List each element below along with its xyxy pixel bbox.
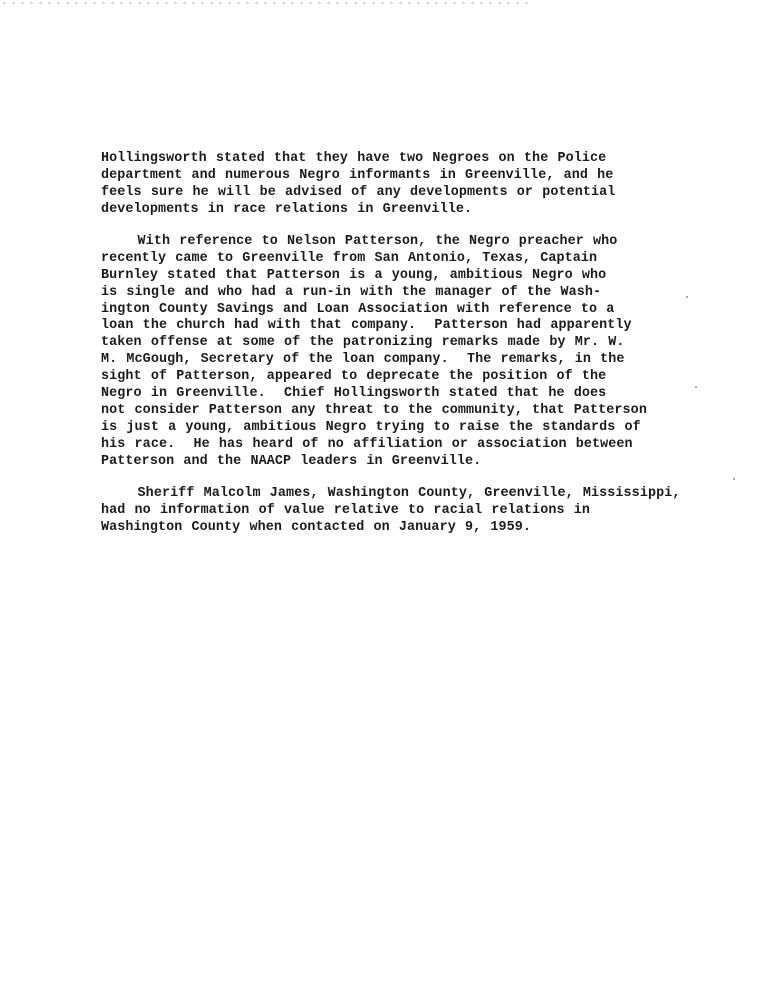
text-line: department and numerous Negro informants in Greenville, and he [101,167,614,183]
text-line: Negro in Greenville. Chief Hollingsworth stated that he does [101,386,607,402]
text-line: Burnley stated that Patterson is a young, ambitious Negro who [101,267,607,283]
text-line: not consider Patterson any threat to the community, that Patterson [101,402,647,418]
text-line: taken offense at some of the patronizing remarks made by Mr. W. [101,335,625,351]
text-line: his race. He has heard of no affiliation or association between [101,436,633,452]
text-line: is just a young, ambitious Negro trying to raise the standards of [101,419,641,435]
text-line: Patterson and the NAACP leaders in Greenville. [101,453,482,469]
text-line: sight of Patterson, appeared to deprecate the position of the [101,369,607,385]
text-line: ington County Savings and Loan Association with reference to a [101,301,615,317]
scan-speck [733,478,735,480]
text-line: recently came to Greenville from San Antonio, Texas, Captain [101,250,598,266]
paragraph-nelson-patterson [101,234,647,470]
text-line: Washington County when contacted on January 9, 1959. [101,519,532,535]
scan-speck [686,296,688,298]
text-line: M. McGough, Secretary of the loan company. The remarks, in the [101,352,625,368]
scan-speck [695,386,697,388]
text-line: Sheriff Malcolm James, Washington County, Greenville, Mississippi, [101,486,681,501]
text-line: had no information of value relative to racial relations in [101,502,591,518]
text-line: developments in race relations in Greenville. [101,201,473,217]
text-line: With reference to Nelson Patterson, the Negro preacher who [101,234,618,249]
paragraph-sheriff-james [101,486,681,537]
text-line: Hollingsworth stated that they have two Negroes on the Police [101,151,607,166]
paragraph-hollingsworth-police [101,151,615,219]
text-line: is single and who had a run-in with the manager of the Wash- [101,284,602,300]
text-line: feels sure he will be advised of any developments or potential [101,184,616,200]
scan-edge-dots [0,0,530,6]
text-line: loan the church had with that company. Patterson had apparently [101,318,632,334]
